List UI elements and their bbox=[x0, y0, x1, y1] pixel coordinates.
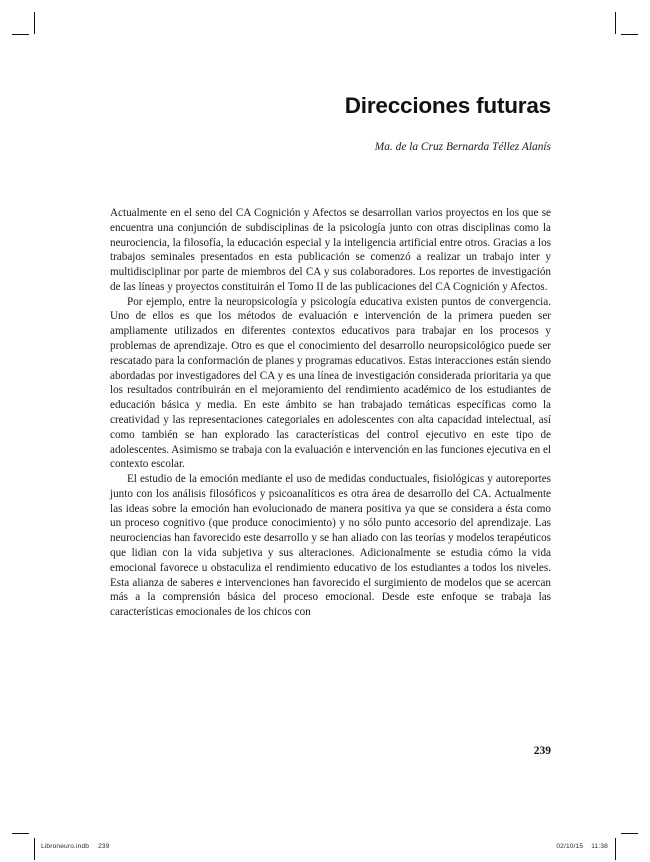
body-text-block bbox=[110, 206, 551, 620]
page-title: Direcciones futuras bbox=[344, 93, 551, 119]
footer-folio: 239 bbox=[98, 843, 110, 850]
imposition-footer-left bbox=[41, 843, 110, 850]
body-paragraph-3: El estudio de la emoción mediante el uso de medidas conductuales, fisiológicas y autoreportes junto con los análisis filosóficos y psicoanalíticos es otra área de desarrollo del CA. Actualmente las ideas sobre la emoción han evolucionado de manera positiva ya que se considera a ésta como un proceso cognitivo (que produce conocimiento) y no sólo punto accesorio del aprendizaje. Las neurociencias han favorecido este desarrollo y se han aliado con las teorías y modelos terapéuticos que lidian con la vida subjetiva y sus alteraciones. Adicionalmente se estudia cómo la vida emocional favorece u obstaculiza el rendimiento educativo de los estudiantes a todos los niveles. Esta alianza de saberes e intervenciones han favorecido el surgimiento de modelos que se acercan más a la comprensión básica del proceso emocional. Desde este enfoque se trabaja las características emocionales de los chicos con bbox=[110, 473, 551, 619]
footer-time: 11:38 bbox=[591, 843, 608, 850]
page-number: 239 bbox=[533, 745, 551, 757]
body-paragraph-1: Actualmente en el seno del CA Cognición y Afectos se desarrollan varios proyectos en los que se encuentra una conjunción de subdisciplinas de la psicología junto con otras disciplinas como la neurociencia, la filosofía, la educación especial y la inteligencia artificial entre otros. Gracias a los trabajos seminales presentados en esta publicación se comenzó a realizar un trabajo inter y multidisciplinar por parte de miembros del CA y sus colaboradores. Los reportes de investigación de las líneas y proyectos constituirán el Tomo II de las publicaciones del CA Cognición y Afectos. bbox=[110, 207, 551, 293]
body-paragraph-2: Por ejemplo, entre la neuropsicología y psicología educativa existen puntos de convergencia. Uno de ellos es que los métodos de evaluación e intervención de la primera pueden ser ampliamente utilizados en diferentes contextos educativos para trabajar en los procesos y problemas de aprendizaje. Otro es que el conocimiento del desarrollo neuropsicológico puede ser rescatado para la conformación de planes y programas educativos. Estas interacciones están siendo abordadas por investigadores del CA y es una línea de investigación considerada prioritaria ya que los resultados contribuirán en el mejoramiento del rendimiento académico de los estudiantes de educación básica y media. En este ámbito se han trabajado temáticas específicas como la creatividad y las representaciones categoriales en adolescentes con alta capacidad intelectual, así como también se han explorado las características del control ejecutivo en este tipo de adolescentes. Asimismo se trabaja con la evaluación e intervención en las funciones ejecutiva en el contexto escolar. bbox=[110, 295, 551, 471]
author-byline: Ma. de la Cruz Bernarda Téllez Alanís bbox=[374, 141, 551, 153]
footer-file-name: Libroneuro.indb bbox=[41, 843, 90, 850]
footer-date: 02/10/15 bbox=[556, 843, 584, 850]
imposition-footer-right bbox=[556, 843, 608, 850]
